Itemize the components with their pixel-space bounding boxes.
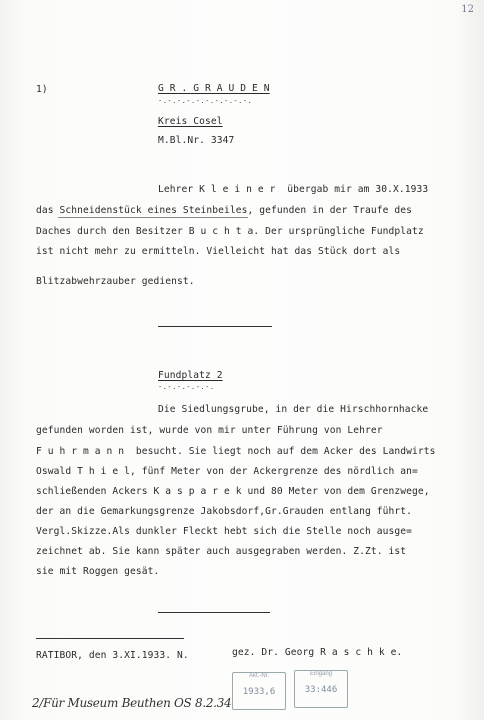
handwritten-note: 2/Für Museum Beuthen OS 8.2.34 xyxy=(32,696,232,710)
section2-line-4: Oswald T h i e l, fünf Meter von der Ackergrenze des nördlich an= xyxy=(36,466,418,477)
footer-rule xyxy=(36,638,184,639)
stamp-right-number: 33:446 xyxy=(304,685,338,695)
section2-line-9: sie mit Roggen gesät. xyxy=(36,566,160,577)
map-sheet-number: M.Bl.Nr. 3347 xyxy=(158,135,235,146)
archive-stamp-right xyxy=(294,670,348,708)
section2-line-8: zeichnet ab. Sie kann später auch ausgegraben werden. Z.Zt. ist xyxy=(36,546,407,557)
section2-dash-pattern: -.-.-.-.-.-. xyxy=(158,383,215,391)
section2-line-2: gefunden worden ist, wurde von mir unter Führung von Lehrer xyxy=(36,425,383,436)
paragraph1-line-3: Daches durch den Besitzer B u c h t a. Der ursprüngliche Fundplatz xyxy=(36,226,424,237)
paragraph1-line-1: Lehrer K l e i n e r übergab mir am 30.X.1933 xyxy=(158,184,429,195)
separator-line-2 xyxy=(158,612,270,613)
archive-stamp-left xyxy=(232,672,286,710)
section-number: 1) xyxy=(36,84,48,95)
section2-line-5: schließenden Ackers K a s p a r e k und 80 Meter von dem Grenzwege, xyxy=(36,486,430,497)
separator-line-1 xyxy=(158,326,272,327)
underline-schneidenstueck xyxy=(58,217,248,218)
stamp-right-header: Eingang xyxy=(309,671,333,677)
section2-line-3: F u h r m a n n besucht. Sie liegt noch auf dem Acker des Landwirts xyxy=(36,446,436,457)
stamp-left-number: 1933,6 xyxy=(242,687,276,697)
district-label: Kreis Cosel xyxy=(158,116,223,127)
section2-line-7: Vergl.Skizze.Als dunkler Fleckt hebt sich die Stelle noch ausge= xyxy=(36,526,413,537)
stamp-left-header: Akt.-Nr. xyxy=(248,673,269,679)
paragraph1-line-2: das Schneidenstück eines Steinbeiles, gefunden in der Traufe des xyxy=(36,205,413,216)
signature-line: gez. Dr. Georg R a s c h k e. xyxy=(232,647,403,658)
paragraph1-line-4: ist nicht mehr zu ermitteln. Vielleicht hat das Stück dort als xyxy=(36,246,401,257)
place-and-date: RATIBOR, den 3.XI.1933. N. xyxy=(36,650,189,661)
section2-line-1: Die Siedlungsgrube, in der die Hirschhornhacke xyxy=(158,404,429,415)
section2-title: Fundplatz 2 xyxy=(158,370,223,381)
place-heading: G R . G R A U D E N xyxy=(158,83,270,94)
paragraph1-line-5: Blitzabwehrzauber gedienst. xyxy=(36,276,195,287)
heading-dash-pattern: -.-.-.-.-.-.-.-.-.-. xyxy=(158,97,253,105)
section2-line-6: der an die Gemarkungsgrenze Jakobsdorf,Gr.Grauden entlang führt. xyxy=(36,506,413,517)
page-number: 12 xyxy=(461,4,474,15)
